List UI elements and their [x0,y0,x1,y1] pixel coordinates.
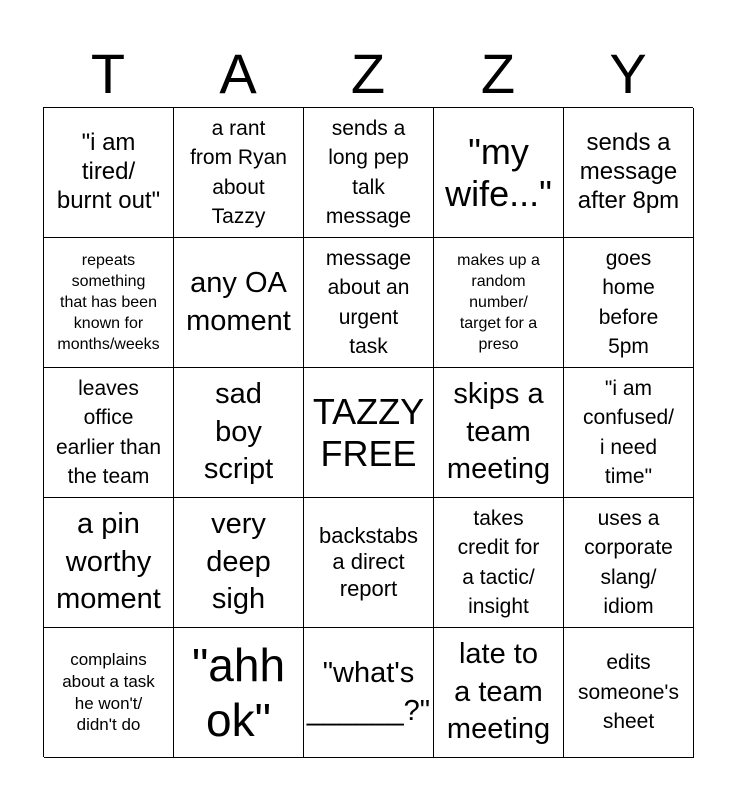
bingo-cell-r4c2[interactable]: very deep sigh [174,498,304,628]
header-letter-z1: Z [350,42,386,105]
bingo-cell-r5c4[interactable]: late to a team meeting [434,628,564,758]
bingo-cell-r1c3[interactable]: sends a long pep talk message [304,108,434,238]
bingo-header [43,40,693,108]
bingo-cell-r2c3[interactable]: message about an urgent task [304,238,434,368]
header-letter-t: T [90,42,126,105]
bingo-cell-r4c3[interactable]: backstabs a direct report [304,498,434,628]
bingo-cell-r5c2[interactable]: "ahh ok" [174,628,304,758]
bingo-cell-r4c5[interactable]: uses a corporate slang/ idiom [564,498,694,628]
bingo-cell-r1c1[interactable]: "i am tired/ burnt out" [44,108,174,238]
bingo-cell-r4c4[interactable]: takes credit for a tactic/ insight [434,498,564,628]
bingo-cell-r5c3[interactable]: "what's ______?" [304,628,434,758]
header-letter-a: A [219,42,257,105]
header-letter-z2: Z [480,42,516,105]
bingo-cell-r2c5[interactable]: goes home before 5pm [564,238,694,368]
bingo-cell-r3c3-free[interactable]: TAZZY FREE [304,368,434,498]
header-letter-y: Y [609,42,647,105]
bingo-cell-r1c5[interactable]: sends a message after 8pm [564,108,694,238]
bingo-cell-r5c5[interactable]: edits someone's sheet [564,628,694,758]
bingo-cell-r2c2[interactable]: any OA moment [174,238,304,368]
bingo-cell-r2c4[interactable]: makes up a random number/ target for a preso [434,238,564,368]
bingo-cell-r4c1[interactable]: a pin worthy moment [44,498,174,628]
bingo-cell-r3c2[interactable]: sad boy script [174,368,304,498]
bingo-cell-r2c1[interactable]: repeats something that has been known for months/weeks [44,238,174,368]
bingo-cell-r3c5[interactable]: "i am confused/ i need time" [564,368,694,498]
bingo-cell-r5c1[interactable]: complains about a task he won't/ didn't do [44,628,174,758]
bingo-cell-r1c2[interactable]: a rant from Ryan about Tazzy [174,108,304,238]
bingo-cell-r3c1[interactable]: leaves office earlier than the team [44,368,174,498]
bingo-board [43,107,693,757]
bingo-cell-r1c4[interactable]: "my wife..." [434,108,564,238]
bingo-cell-r3c4[interactable]: skips a team meeting [434,368,564,498]
